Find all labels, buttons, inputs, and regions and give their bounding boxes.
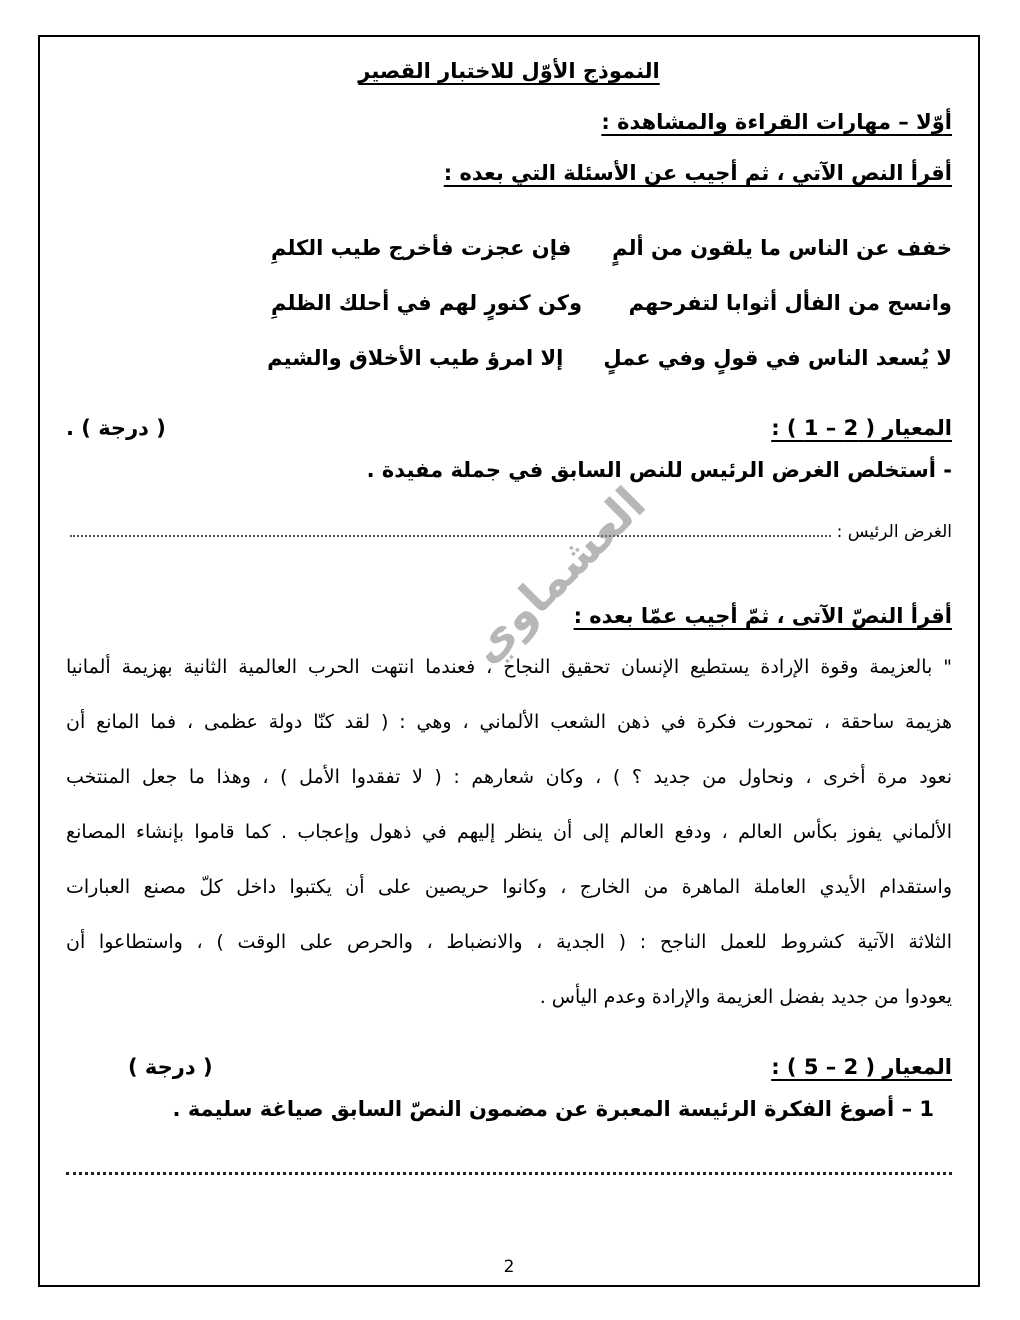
page-border-frame — [38, 35, 980, 1287]
section2-criterion-row — [66, 1055, 952, 1079]
section2-instruction — [66, 604, 952, 628]
section1-instruction — [66, 161, 952, 185]
document-title-text: النموذج الأوّل للاختبار القصير — [358, 59, 660, 83]
answer-blank-dotted-line — [66, 1171, 952, 1175]
section1-heading-text: أوّلا – مهارات القراءة والمشاهدة : — [601, 110, 952, 134]
section1-criterion-row — [66, 416, 952, 440]
poem-line — [271, 221, 952, 276]
poem-line — [271, 276, 952, 331]
reading-passage — [66, 640, 952, 1025]
passage-line: الألماني يفوز بكأس العالم ، ودفع العالم إلى أن ينظر إليهم في ذهول وإعجاب . كما قاموا بإنشاء المصانع — [66, 821, 952, 843]
section2-score-label: ( درجة ) — [128, 1055, 213, 1079]
section1-heading — [66, 110, 952, 134]
section2-task: 1 – أصوغ الفكرة الرئيسة المعبرة عن مضمون النصّ السابق صياغة سليمة . — [172, 1097, 934, 1121]
poem-hemistich-second: إلا امرؤ طيب الأخلاق والشيم — [267, 346, 564, 370]
document-title — [66, 59, 952, 83]
section2-criterion-label: المعيار ( 2 – 5 ) : — [771, 1055, 952, 1079]
answer-label: الغرض الرئيس : — [836, 522, 952, 542]
section1-criterion-label: المعيار ( 2 – 1 ) : — [771, 416, 952, 440]
passage-line: الثلاثة الآتية كشروط للعمل الناجح : ( الجدية ، والانضباط ، والحرص على الوقت ) ، واستطاعوا أن — [66, 931, 952, 953]
passage-line: واستقدام الأيدي العاملة الماهرة من الخارج ، وكانوا حريصين على أن يكتبوا داخل كلّ مصنع العبارات — [66, 876, 952, 898]
passage-line: نعود مرة أخرى ، ونحاول من جديد ؟ ) ، وكان شعارهم : ( لا تفقدوا الأمل ) ، وهذا ما جعل المنتخب — [66, 766, 952, 788]
poem-hemistich-first: خفف عن الناس ما يلقون من ألمٍ — [612, 236, 952, 260]
section1-instruction-text: أقرأ النص الآتي ، ثم أجيب عن الأسئلة التي بعده : — [443, 161, 952, 185]
section2-instruction-text: أقرأ النصّ الآتى ، ثمّ أجيب عمّا بعده : — [573, 604, 952, 628]
watermark-text: العشماوي — [459, 476, 657, 674]
section1-answer-line — [66, 522, 952, 542]
passage-line: يعودوا من جديد بفضل العزيمة والإرادة وعدم اليأس . — [539, 986, 952, 1008]
page-number: 2 — [503, 1257, 515, 1277]
poem-line — [267, 331, 952, 386]
poem-hemistich-second: فإن عجزت فأخرج طيب الكلمِ — [271, 236, 572, 260]
poem — [267, 221, 952, 386]
poem-hemistich-second: وكن كنورٍ لهم في أحلك الظلمِ — [271, 291, 583, 315]
section1-score-label: ( درجة ) . — [66, 416, 166, 440]
section1-task: - أستخلص الغرض الرئيس للنص السابق في جملة مفيدة . — [366, 458, 952, 482]
answer-blank-dotted-line — [70, 534, 831, 537]
poem-hemistich-first: لا يُسعد الناس في قولٍ وفي عملٍ — [603, 346, 952, 370]
passage-line: هزيمة ساحقة ، تمحورت فكرة في ذهن الشعب الألماني ، وهي : ( لقد كنّا دولة عظمى ، فما المانع أن — [66, 711, 952, 733]
poem-hemistich-first: وانسج من الفأل أثوابا لتفرحهم — [628, 291, 952, 315]
passage-line: " بالعزيمة وقوة الإرادة يستطيع الإنسان تحقيق النجاح ، فعندما انتهت الحرب العالمية الثانية بهزيمة ألمانيا — [66, 656, 952, 678]
